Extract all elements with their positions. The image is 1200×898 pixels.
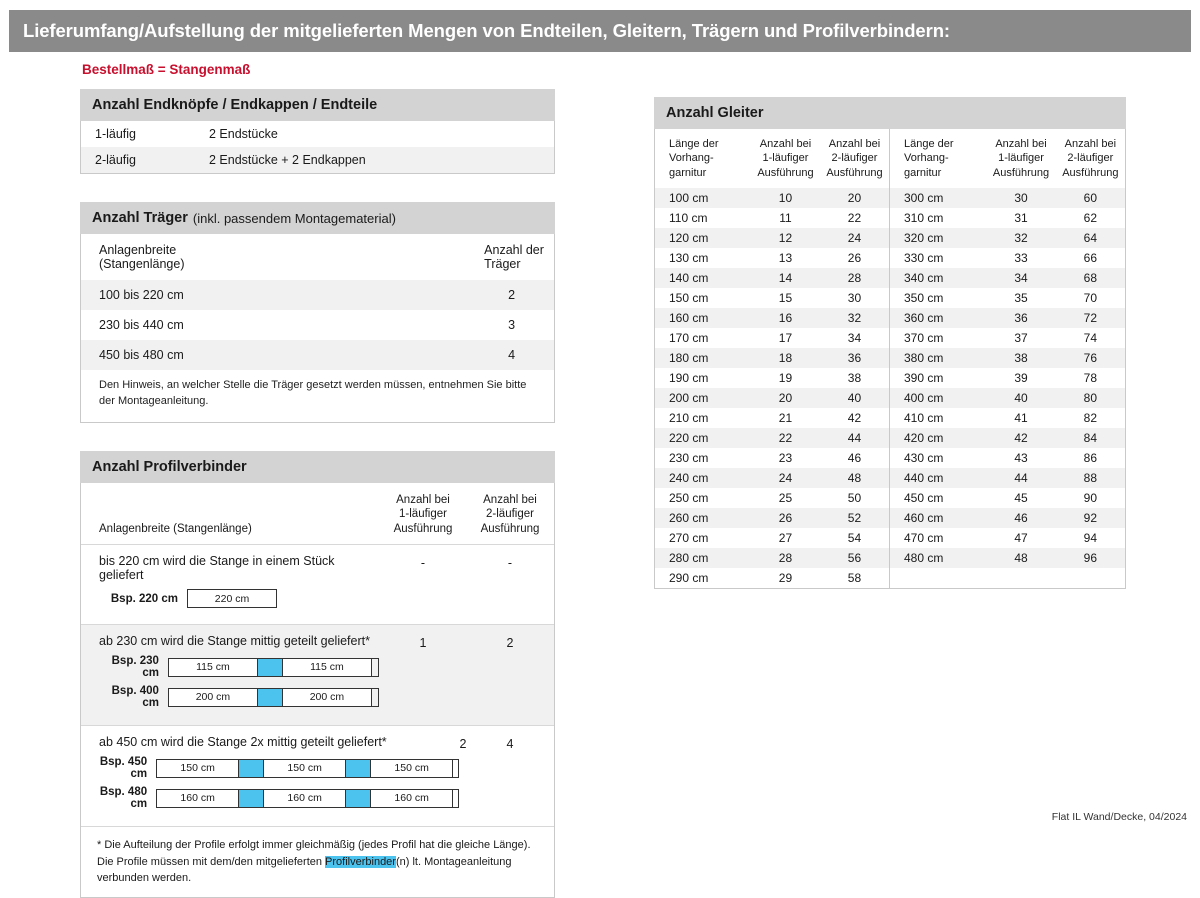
table-row xyxy=(655,408,889,428)
table-row xyxy=(655,528,889,548)
gleiter-anzahl-1laeufig: 28 xyxy=(751,548,820,568)
table-row xyxy=(890,508,1125,528)
table-row xyxy=(655,208,889,228)
pv-example-name: Bsp. 230 cm xyxy=(111,655,159,679)
gleiter-laenge: 200 cm xyxy=(655,388,751,408)
panel-profilverbinder xyxy=(80,483,555,898)
gleiter-col2-header: Anzahl bei 1-läufiger Ausführung xyxy=(992,138,1050,179)
gleiter-anzahl-1laeufig: 29 xyxy=(778,570,793,585)
gleiter-laenge: 120 cm xyxy=(655,228,751,248)
table-row xyxy=(81,340,554,370)
gleiter-laenge: 360 cm xyxy=(890,308,986,328)
pv-group-left xyxy=(81,726,459,826)
gleiter-anzahl-1laeufig: 44 xyxy=(986,468,1055,488)
table-row xyxy=(655,448,889,468)
gleiter-laenge: 330 cm xyxy=(904,250,944,265)
gleiter-col3-header: Anzahl bei 2-läufiger Ausführung xyxy=(826,138,883,179)
pv-bracket xyxy=(453,789,459,808)
pv-segment-label: 220 cm xyxy=(214,592,250,605)
gleiter-anzahl-1laeufig: 11 xyxy=(779,210,792,225)
gleiter-anzahl-2laeufig: 82 xyxy=(1083,410,1098,425)
table-row xyxy=(890,368,1125,388)
table-row xyxy=(890,388,1125,408)
section-heading-profilverbinder-label: Anzahl Profilverbinder xyxy=(92,458,247,475)
pv-bracket xyxy=(372,688,379,707)
gleiter-anzahl-2laeufig: 30 xyxy=(847,290,862,305)
pv-segment-label: 200 cm xyxy=(309,691,345,703)
gleiter-anzahl-1laeufig: 18 xyxy=(751,348,820,368)
pv-connector xyxy=(345,790,371,807)
gleiter-anzahl-1laeufig: 31 xyxy=(1014,210,1028,225)
gleiter-laenge: 220 cm xyxy=(655,428,751,448)
gleiter-anzahl-2laeufig: 96 xyxy=(1056,548,1125,568)
table-row xyxy=(655,268,889,288)
table-row xyxy=(890,308,1125,328)
table-row xyxy=(655,328,889,348)
table-row xyxy=(890,188,1125,208)
pv-example-name: Bsp. 450 cm xyxy=(99,756,148,780)
pv-example-row xyxy=(99,685,379,709)
traeger-count: 2 xyxy=(508,288,516,302)
gleiter-anzahl-2laeufig: 70 xyxy=(1083,290,1098,305)
gleiter-anzahl-1laeufig: 19 xyxy=(778,370,793,385)
gleiter-laenge: 260 cm xyxy=(655,508,751,528)
endknoepfe-value: 2 Endstücke + 2 Endkappen xyxy=(209,153,366,167)
footnote-part2: (n) lt. Montageanleitung verbunden werden. xyxy=(97,855,512,884)
footnote-part1: * Die Aufteilung der Profile erfolgt immer gleichmäßig (jedes Profil hat die gleiche Länge). Die Profile müssen mit dem/den mitgelieferten xyxy=(97,839,531,868)
gleiter-anzahl-1laeufig: 26 xyxy=(751,508,820,528)
gleiter-anzahl-1laeufig: 25 xyxy=(778,490,793,505)
pv-group-label: ab 450 cm wird die Stange 2x mittig geteilt geliefert* xyxy=(99,735,387,749)
pv-example-name: Bsp. 480 cm xyxy=(99,786,148,810)
traeger-count: 3 xyxy=(508,318,516,332)
pv-segment-label: 160 cm xyxy=(180,792,215,804)
gleiter-anzahl-2laeufig: 32 xyxy=(820,308,889,328)
gleiter-anzahl-1laeufig: 22 xyxy=(751,428,820,448)
gleiter-anzahl-2laeufig: 26 xyxy=(847,250,862,265)
traeger-range: 100 bis 220 cm xyxy=(99,288,184,302)
gleiter-laenge: 100 cm xyxy=(655,188,751,208)
section-heading-traeger-sublabel: (inkl. passendem Montagematerial) xyxy=(192,210,396,226)
gleiter-laenge: 240 cm xyxy=(655,468,751,488)
table-header-row xyxy=(655,129,889,188)
pv-col2-header: Anzahl bei 1-läufiger Ausführung xyxy=(393,493,453,535)
gleiter-laenge: 280 cm xyxy=(655,548,751,568)
gleiter-anzahl-2laeufig: 20 xyxy=(820,188,889,208)
table-row xyxy=(655,348,889,368)
gleiter-laenge: 340 cm xyxy=(890,268,986,288)
section-heading-endknoepfe-label: Anzahl Endknöpfe / Endkappen / Endteile xyxy=(92,97,378,113)
gleiter-laenge: 350 cm xyxy=(904,290,944,305)
header-banner xyxy=(9,10,1191,52)
gleiter-anzahl-2laeufig: 60 xyxy=(1056,188,1125,208)
pv-count-1laeufig: 2 xyxy=(459,737,467,751)
pv-segment-label: 160 cm xyxy=(287,792,322,804)
table-row xyxy=(81,280,554,310)
page-title: Lieferumfang/Aufstellung der mitgelieferten Mengen von Endteilen, Gleitern, Trägern und Profilverbindern: xyxy=(23,20,950,41)
gleiter-anzahl-1laeufig: 20 xyxy=(751,388,820,408)
gleiter-anzahl-1laeufig: 47 xyxy=(1014,530,1028,545)
table-row xyxy=(655,228,889,248)
gleiter-anzahl-1laeufig: 37 xyxy=(1014,330,1028,345)
pv-connector xyxy=(257,659,283,676)
pv-bar xyxy=(156,789,453,808)
gleiter-anzahl-1laeufig: 12 xyxy=(751,228,820,248)
pv-col3-header: Anzahl bei 2-läufiger Ausführung xyxy=(480,493,540,535)
gleiter-anzahl-1laeufig: 27 xyxy=(778,530,793,545)
gleiter-laenge: 300 cm xyxy=(890,188,986,208)
pv-group-ab-230 xyxy=(81,625,554,726)
gleiter-anzahl-2laeufig: 58 xyxy=(847,570,862,585)
endknoepfe-label: 2-läufig xyxy=(95,153,136,167)
table-row xyxy=(890,288,1125,308)
gleiter-laenge: 420 cm xyxy=(890,428,986,448)
table-row xyxy=(890,428,1125,448)
table-gleiter-left xyxy=(655,129,889,588)
pv-example-row xyxy=(99,589,379,608)
table-row xyxy=(655,308,889,328)
table-row xyxy=(890,408,1125,428)
pv-example-name: Bsp. 220 cm xyxy=(110,592,178,605)
table-row xyxy=(890,248,1125,268)
gleiter-laenge: 110 cm xyxy=(669,210,708,225)
footnote-highlight: Profilverbinder xyxy=(325,855,396,868)
gleiter-laenge: 450 cm xyxy=(904,490,944,505)
gleiter-laenge: 180 cm xyxy=(655,348,751,368)
order-measure-note: Bestellmaß = Stangenmaß xyxy=(82,62,251,77)
pv-count-1laeufig: 1 xyxy=(419,636,427,650)
gleiter-anzahl-1laeufig: 24 xyxy=(751,468,820,488)
table-row xyxy=(81,310,554,340)
gleiter-col3-header: Anzahl bei 2-läufiger Ausführung xyxy=(1062,138,1119,179)
gleiter-table-right-wrapper xyxy=(890,129,1125,588)
pv-count-1laeufig: - xyxy=(420,556,426,570)
traeger-note: Den Hinweis, an welcher Stelle die Träger gesetzt werden müssen, entnehmen Sie bitte der Montageanleitung. xyxy=(99,379,527,407)
panel-endknoepfe xyxy=(80,121,555,174)
gleiter-anzahl-2laeufig: 78 xyxy=(1083,370,1098,385)
section-heading-profilverbinder xyxy=(80,451,555,483)
table-row xyxy=(655,468,889,488)
gleiter-laenge: 140 cm xyxy=(655,268,751,288)
gleiter-laenge: 310 cm xyxy=(904,210,944,225)
table-row xyxy=(655,188,889,208)
gleiter-anzahl-1laeufig: 23 xyxy=(778,450,793,465)
table-body-gleiter-left xyxy=(655,188,889,588)
gleiter-laenge: 130 cm xyxy=(669,250,709,265)
table-row xyxy=(890,268,1125,288)
traeger-range: 230 bis 440 cm xyxy=(99,318,184,332)
pv-bar xyxy=(168,658,372,677)
gleiter-anzahl-1laeufig: 36 xyxy=(986,308,1055,328)
gleiter-anzahl-2laeufig: 92 xyxy=(1056,508,1125,528)
pv-count-2laeufig: 2 xyxy=(506,636,514,650)
table-row xyxy=(655,288,889,308)
endknoepfe-label: 1-läufig xyxy=(95,127,136,141)
right-column xyxy=(654,97,1126,589)
gleiter-laenge: 250 cm xyxy=(669,490,709,505)
section-heading-gleiter xyxy=(654,97,1126,129)
table-row xyxy=(655,548,889,568)
profilverbinder-footnote xyxy=(81,827,554,897)
table-traeger xyxy=(81,234,554,370)
gleiter-laenge: 400 cm xyxy=(890,388,986,408)
gleiter-anzahl-1laeufig: 33 xyxy=(1014,250,1028,265)
gleiter-anzahl-2laeufig: 50 xyxy=(847,490,862,505)
pv-segment-label: 160 cm xyxy=(394,792,429,804)
table-row xyxy=(890,228,1125,248)
table-row xyxy=(81,121,554,147)
gleiter-laenge: 170 cm xyxy=(669,330,709,345)
table-row xyxy=(81,147,554,173)
gleiter-laenge: 430 cm xyxy=(904,450,944,465)
traeger-range: 450 bis 480 cm xyxy=(99,348,184,362)
section-heading-traeger-label: Anzahl Träger xyxy=(92,210,188,226)
gleiter-anzahl-1laeufig: 21 xyxy=(778,410,793,425)
gleiter-laenge: 190 cm xyxy=(669,370,709,385)
gleiter-anzahl-2laeufig: 36 xyxy=(820,348,889,368)
gleiter-col2-header: Anzahl bei 1-läufiger Ausführung xyxy=(757,138,814,179)
gleiter-anzahl-1laeufig: 32 xyxy=(986,228,1055,248)
gleiter-laenge: 230 cm xyxy=(669,450,709,465)
pv-group-label: bis 220 cm wird die Stange in einem Stück geliefert xyxy=(99,554,335,582)
pv-example-name: Bsp. 400 cm xyxy=(111,685,159,709)
gleiter-anzahl-1laeufig: 41 xyxy=(1014,410,1028,425)
pv-segment-label: 150 cm xyxy=(287,762,322,774)
gleiter-anzahl-1laeufig: 46 xyxy=(986,508,1055,528)
gleiter-anzahl-2laeufig: 90 xyxy=(1083,490,1098,505)
endknoepfe-value: 2 Endstücke xyxy=(209,127,278,141)
gleiter-laenge: 410 cm xyxy=(904,410,944,425)
gleiter-anzahl-1laeufig: 17 xyxy=(778,330,793,345)
table-row xyxy=(655,248,889,268)
pv-bar xyxy=(187,589,277,608)
table-row xyxy=(890,448,1125,468)
section-heading-traeger xyxy=(80,202,555,234)
gleiter-anzahl-1laeufig: 35 xyxy=(1014,290,1028,305)
table-row xyxy=(655,368,889,388)
pv-segment-label: 115 cm xyxy=(310,661,344,673)
table-row xyxy=(655,428,889,448)
gleiter-anzahl-2laeufig: 74 xyxy=(1083,330,1098,345)
gleiter-anzahl-2laeufig: 94 xyxy=(1083,530,1098,545)
gleiter-anzahl-2laeufig: 84 xyxy=(1056,428,1125,448)
gleiter-laenge: 480 cm xyxy=(890,548,986,568)
gleiter-anzahl-1laeufig: 34 xyxy=(986,268,1055,288)
gleiter-anzahl-2laeufig: 56 xyxy=(820,548,889,568)
gleiter-anzahl-2laeufig: 46 xyxy=(847,450,862,465)
traeger-count: 4 xyxy=(508,348,516,362)
section-heading-endknoepfe xyxy=(80,89,555,121)
pv-bracket xyxy=(453,759,459,778)
pv-example-row xyxy=(99,655,379,679)
pv-count-2laeufig: 4 xyxy=(506,737,514,751)
panel-traeger xyxy=(80,234,555,423)
section-heading-gleiter-label: Anzahl Gleiter xyxy=(666,105,764,121)
gleiter-anzahl-1laeufig: 30 xyxy=(986,188,1055,208)
pv-example-row xyxy=(99,786,459,810)
gleiter-anzahl-2laeufig: 76 xyxy=(1056,348,1125,368)
gleiter-laenge: 150 cm xyxy=(669,290,709,305)
table-row xyxy=(890,348,1125,368)
table-endknoepfe xyxy=(81,121,554,173)
gleiter-anzahl-2laeufig: 88 xyxy=(1056,468,1125,488)
table-row xyxy=(655,388,889,408)
gleiter-anzahl-1laeufig: 40 xyxy=(986,388,1055,408)
table-row xyxy=(655,488,889,508)
pv-connector xyxy=(257,689,283,706)
gleiter-anzahl-2laeufig: 40 xyxy=(820,388,889,408)
gleiter-anzahl-1laeufig: 48 xyxy=(986,548,1055,568)
gleiter-laenge: 470 cm xyxy=(904,530,944,545)
table-row xyxy=(655,568,889,588)
pv-example-row xyxy=(99,756,459,780)
gleiter-anzahl-2laeufig: 62 xyxy=(1083,210,1098,225)
pv-group-left xyxy=(81,625,379,725)
table-row xyxy=(890,548,1125,568)
gleiter-anzahl-2laeufig: 80 xyxy=(1056,388,1125,408)
pv-segment-label: 150 cm xyxy=(394,762,429,774)
gleiter-anzahl-2laeufig: 48 xyxy=(820,468,889,488)
gleiter-anzahl-1laeufig: 16 xyxy=(751,308,820,328)
traeger-col1-header: Anlagenbreite (Stangenlänge) xyxy=(99,243,185,271)
table-row xyxy=(890,328,1125,348)
gleiter-anzahl-1laeufig: 13 xyxy=(778,250,793,265)
gleiter-anzahl-2laeufig: 38 xyxy=(847,370,862,385)
gleiter-anzahl-2laeufig: 54 xyxy=(847,530,862,545)
pv-bar xyxy=(168,688,372,707)
table-header-row xyxy=(81,234,554,280)
table-body-gleiter-right xyxy=(890,188,1125,568)
gleiter-anzahl-2laeufig: 24 xyxy=(820,228,889,248)
gleiter-anzahl-2laeufig: 66 xyxy=(1083,250,1098,265)
gleiter-laenge: 320 cm xyxy=(890,228,986,248)
pv-connector xyxy=(238,760,264,777)
table-row xyxy=(655,508,889,528)
pv-segment-label: 200 cm xyxy=(195,691,231,703)
traeger-col2-header: Anzahl der Träger xyxy=(484,243,544,271)
gleiter-anzahl-2laeufig: 64 xyxy=(1056,228,1125,248)
gleiter-anzahl-2laeufig: 34 xyxy=(847,330,862,345)
gleiter-anzahl-1laeufig: 15 xyxy=(778,290,793,305)
gleiter-anzahl-1laeufig: 14 xyxy=(751,268,820,288)
gleiter-laenge: 460 cm xyxy=(890,508,986,528)
gleiter-laenge: 210 cm xyxy=(669,410,709,425)
gleiter-anzahl-2laeufig: 42 xyxy=(847,410,862,425)
gleiter-anzahl-1laeufig: 45 xyxy=(1014,490,1028,505)
table-row xyxy=(890,468,1125,488)
profilverbinder-header-row xyxy=(81,483,554,545)
pv-count-2laeufig: - xyxy=(507,556,513,570)
gleiter-anzahl-2laeufig: 52 xyxy=(820,508,889,528)
gleiter-anzahl-2laeufig: 72 xyxy=(1056,308,1125,328)
gleiter-anzahl-1laeufig: 39 xyxy=(1014,370,1028,385)
gleiter-col1-header: Länge der Vorhang- garnitur xyxy=(669,138,719,179)
gleiter-anzahl-2laeufig: 68 xyxy=(1056,268,1125,288)
pv-group-label: ab 230 cm wird die Stange mittig geteilt geliefert* xyxy=(99,634,370,648)
gleiter-anzahl-1laeufig: 10 xyxy=(751,188,820,208)
pv-segment-label: 115 cm xyxy=(196,661,230,673)
table-row xyxy=(890,488,1125,508)
pv-group-bis-220 xyxy=(81,545,554,625)
gleiter-anzahl-1laeufig: 42 xyxy=(986,428,1055,448)
gleiter-laenge: 380 cm xyxy=(890,348,986,368)
pv-group-left xyxy=(81,545,379,624)
table-header-row xyxy=(890,129,1125,188)
pv-connector xyxy=(345,760,371,777)
gleiter-col1-header: Länge der Vorhang- garnitur xyxy=(904,138,954,179)
pv-segment-label: 150 cm xyxy=(180,762,215,774)
table-row xyxy=(890,528,1125,548)
pv-bracket xyxy=(372,658,379,677)
gleiter-anzahl-2laeufig: 28 xyxy=(820,268,889,288)
table-gleiter-right xyxy=(890,129,1125,568)
gleiter-laenge: 370 cm xyxy=(904,330,944,345)
gleiter-anzahl-1laeufig: 43 xyxy=(1014,450,1028,465)
gleiter-laenge: 440 cm xyxy=(890,468,986,488)
table-row xyxy=(890,208,1125,228)
gleiter-laenge: 270 cm xyxy=(669,530,709,545)
gleiter-laenge: 390 cm xyxy=(904,370,944,385)
pv-connector xyxy=(238,790,264,807)
pv-bar xyxy=(156,759,453,778)
footer-text: Flat IL Wand/Decke, 04/2024 xyxy=(1051,811,1187,823)
gleiter-anzahl-1laeufig: 38 xyxy=(986,348,1055,368)
gleiter-anzahl-2laeufig: 22 xyxy=(847,210,862,225)
gleiter-table-left-wrapper xyxy=(655,129,890,588)
pv-group-ab-450 xyxy=(81,726,554,827)
left-column xyxy=(80,62,555,898)
gleiter-laenge: 290 cm xyxy=(669,570,709,585)
pv-col1-header: Anlagenbreite (Stangenlänge) xyxy=(99,522,252,535)
panel-gleiter xyxy=(654,129,1126,589)
gleiter-anzahl-2laeufig: 86 xyxy=(1083,450,1098,465)
gleiter-anzahl-2laeufig: 44 xyxy=(820,428,889,448)
gleiter-laenge: 160 cm xyxy=(655,308,751,328)
